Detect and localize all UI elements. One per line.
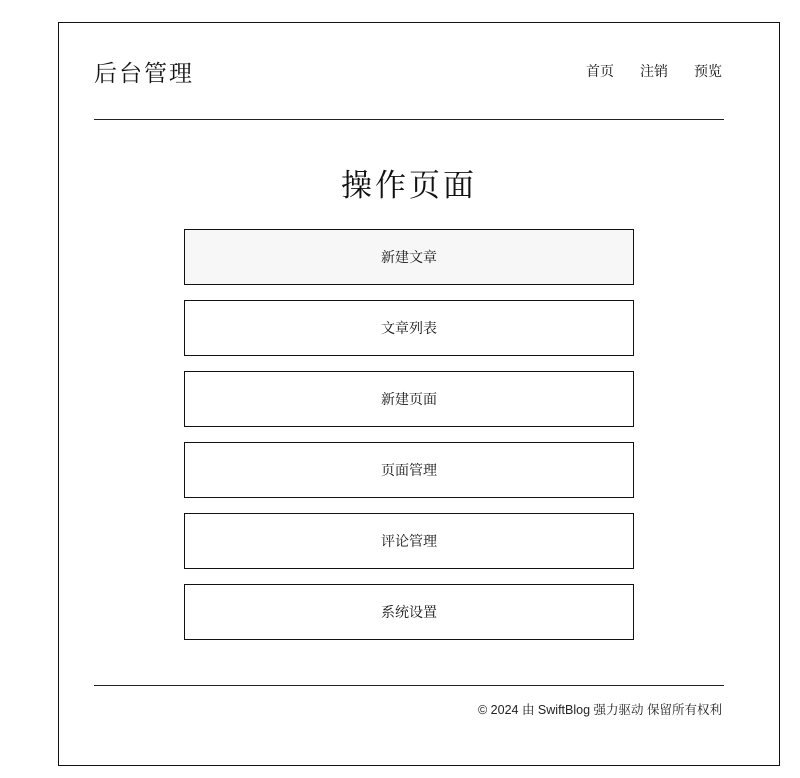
menu-item-new-page[interactable]: 新建页面 [184, 371, 634, 427]
menu-item-page-management[interactable]: 页面管理 [184, 442, 634, 498]
site-footer [94, 685, 724, 718]
site-brand-title: 后台管理 [94, 60, 194, 86]
nav-link-logout[interactable]: 注销 [640, 63, 668, 79]
nav-link-preview[interactable]: 预览 [694, 63, 722, 79]
browser-page-frame [58, 22, 780, 766]
site-header [94, 23, 724, 120]
menu-item-article-list[interactable]: 文章列表 [184, 300, 634, 356]
menu-item-comment-management[interactable]: 评论管理 [184, 513, 634, 569]
main-content [94, 120, 724, 640]
copyright-text: © 2024 由 SwiftBlog 强力驱动 保留所有权利 [478, 703, 722, 717]
menu-item-system-settings[interactable]: 系统设置 [184, 584, 634, 640]
main-navigation [586, 61, 724, 81]
page-content-container [94, 23, 724, 765]
nav-link-home[interactable]: 首页 [586, 63, 614, 79]
page-title: 操作页面 [341, 168, 477, 203]
admin-action-menu [184, 229, 634, 640]
menu-item-new-article[interactable]: 新建文章 [184, 229, 634, 285]
